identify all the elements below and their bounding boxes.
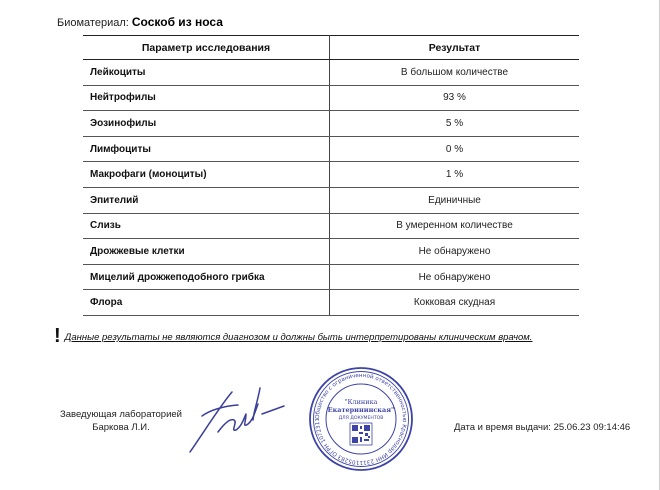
row-param: Эозинофилы [83,111,330,137]
lab-head-name: Баркова Л.И. [92,422,150,433]
row-result: 5 % [330,111,580,137]
stamp-ring-text: Общество с ограниченной ответственностью Краснодар ИНН 2311105283 ОГРН 1072311 [314,372,408,466]
table-row [83,85,579,111]
biomaterial-label: Биоматериал: [57,17,129,29]
table-row [83,162,579,188]
stamp-bottom-line: ДЛЯ ДОКУМЕНТОВ [338,416,384,421]
row-result: Единичные [330,187,580,213]
biomaterial-line [57,15,223,29]
exclamation-icon: ! [54,325,61,347]
disclaimer [54,325,533,347]
row-param: Дрожжевые клетки [83,239,330,265]
table-row [83,264,579,290]
qr-code-icon [350,423,372,445]
row-param: Флора [83,290,330,316]
table-row [83,213,579,239]
lab-head-title: Заведующая лабораторией [60,409,182,420]
stamp-center-line2: Екатерининская" [327,406,395,414]
row-result: 0 % [330,136,580,162]
row-param: Макрофаги (моноциты) [83,162,330,188]
row-param: Эпителий [83,187,330,213]
lab-head-block [56,408,186,434]
issue-datetime [454,422,630,433]
signature-image [180,380,290,455]
row-param: Лимфоциты [83,136,330,162]
row-param: Мицелий дрожжеподобного грибка [83,264,330,290]
row-result: Кокковая скудная [330,290,580,316]
table-row [83,187,579,213]
table-row [83,290,579,316]
results-table [83,35,579,316]
stamp-center-line1: "Клиника [344,398,378,406]
row-param: Лейкоциты [83,60,330,86]
disclaimer-text: Данные результаты не являются диагнозом и должны быть интерпретированы клиническим врачом. [64,332,533,343]
row-result: 93 % [330,85,580,111]
issue-value: 25.06.23 09:14:46 [553,422,631,433]
header-result: Результат [330,36,580,60]
clinic-stamp [308,366,414,472]
row-result: В большом количестве [330,60,580,86]
header-param: Параметр исследования [83,36,330,60]
row-result: Не обнаружено [330,264,580,290]
row-result: В умеренном количестве [330,213,580,239]
row-param: Слизь [83,213,330,239]
row-result: Не обнаружено [330,239,580,265]
issue-label: Дата и время выдачи: [454,422,551,433]
table-row [83,239,579,265]
row-param: Нейтрофилы [83,85,330,111]
table-row [83,60,579,86]
table-header-row [83,36,579,60]
table-row [83,111,579,137]
biomaterial-value: Соскоб из носа [131,15,223,29]
row-result: 1 % [330,162,580,188]
table-row [83,136,579,162]
